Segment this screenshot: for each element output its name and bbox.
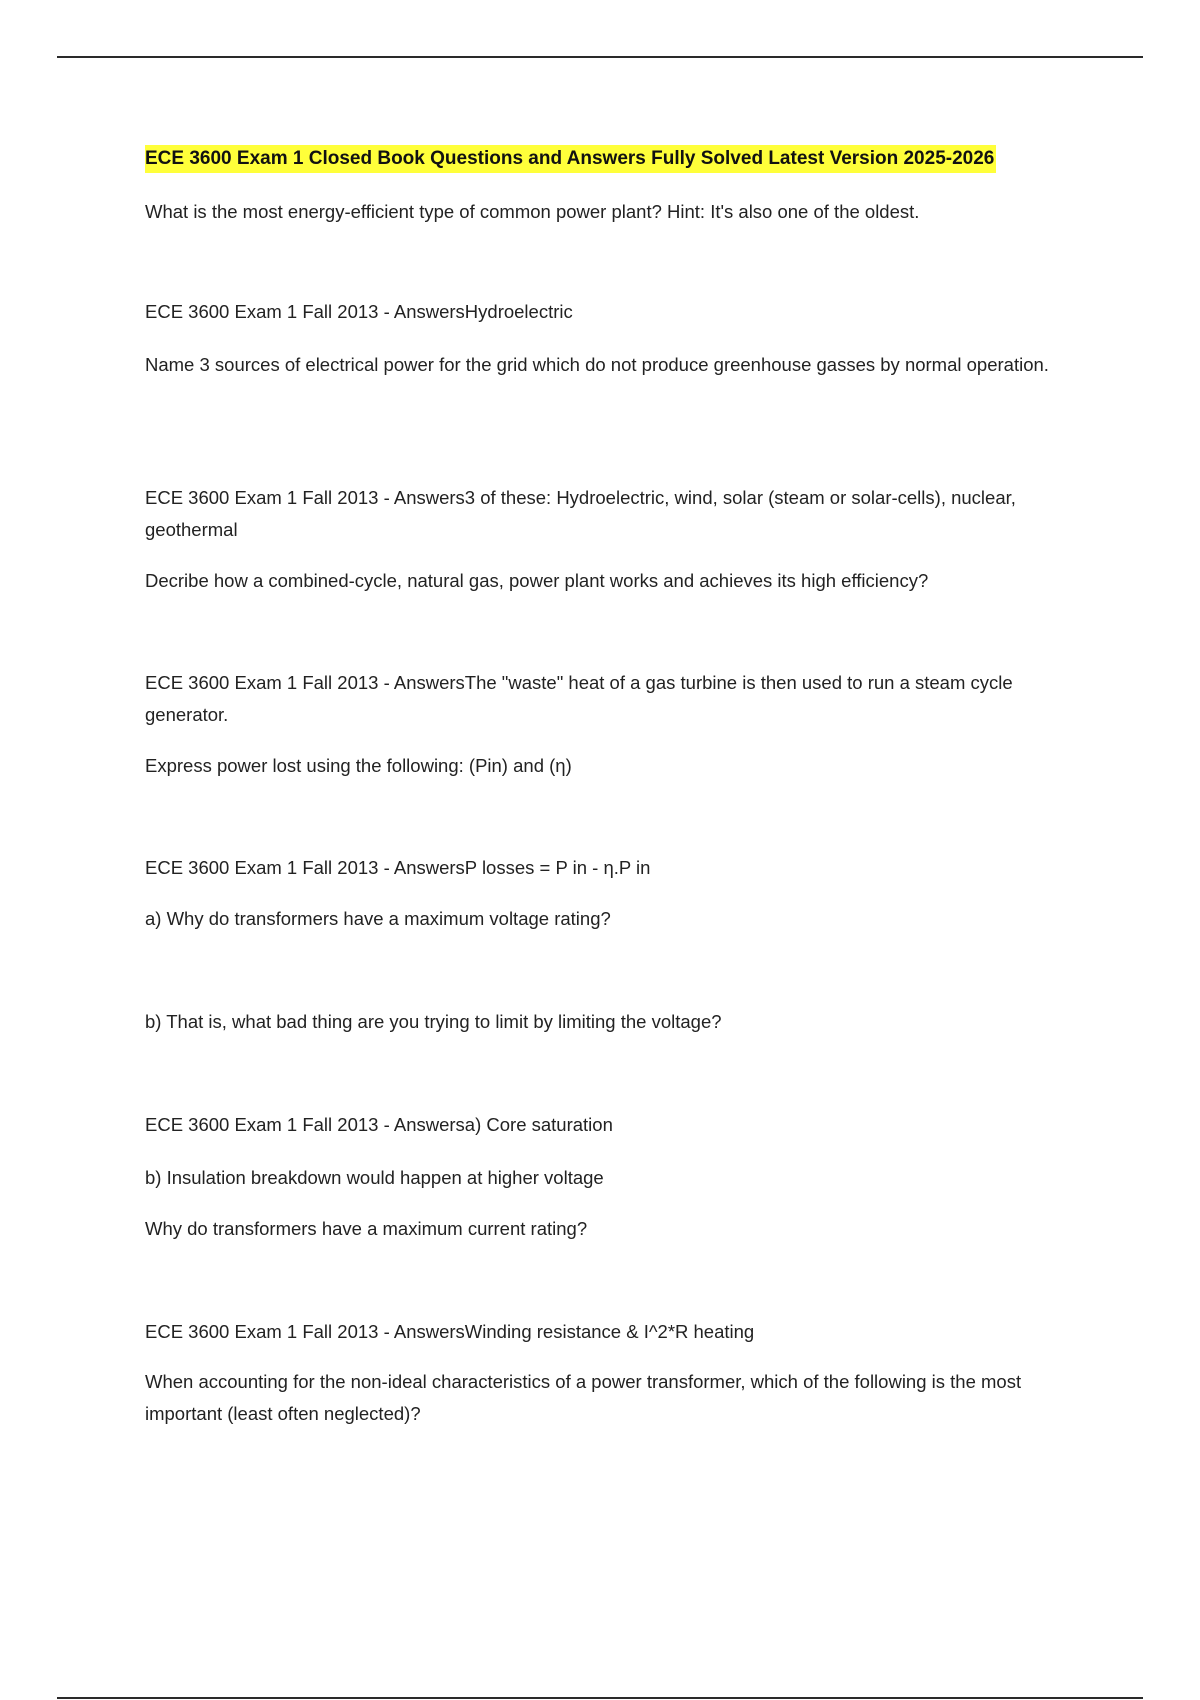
header-rule — [57, 56, 1143, 58]
answer-max-current: ECE 3600 Exam 1 Fall 2013 - AnswersWinding resistance & I^2*R heating — [145, 1321, 755, 1342]
question-max-current: Why do transformers have a maximum current rating? — [145, 1218, 588, 1239]
question-power-lost: Express power lost using the following: (Pin) and (η) — [145, 755, 572, 776]
question-greenhouse-free-sources: Name 3 sources of electrical power for the grid which do not produce greenhouse gasses by normal operation. — [145, 354, 1049, 375]
question-max-voltage-a: a) Why do transformers have a maximum voltage rating? — [145, 908, 611, 929]
answer-max-voltage-a: ECE 3600 Exam 1 Fall 2013 - Answersa) Core saturation — [145, 1114, 613, 1135]
footer-rule — [57, 1697, 1143, 1699]
question-combined-cycle: Decribe how a combined-cycle, natural gas, power plant works and achieves its high efficiency? — [145, 570, 929, 591]
answer-most-efficient-plant: ECE 3600 Exam 1 Fall 2013 - AnswersHydroelectric — [145, 301, 573, 322]
question-non-ideal-characteristics: When accounting for the non-ideal characteristics of a power transformer, which of the following is the most important (least often neglected)? — [145, 1371, 1022, 1424]
document-title: ECE 3600 Exam 1 Closed Book Questions and Answers Fully Solved Latest Version 2025-2026 — [145, 145, 996, 173]
answer-combined-cycle: ECE 3600 Exam 1 Fall 2013 - AnswersThe "waste" heat of a gas turbine is then used to run a steam cycle generator. — [145, 672, 1013, 725]
answer-greenhouse-free-sources: ECE 3600 Exam 1 Fall 2013 - Answers3 of these: Hydroelectric, wind, solar (steam or solar-cells), nuclear, geothermal — [145, 487, 1016, 540]
answer-power-lost: ECE 3600 Exam 1 Fall 2013 - AnswersP losses = P in - η.P in — [145, 857, 651, 878]
answer-max-voltage-b: b) Insulation breakdown would happen at higher voltage — [145, 1167, 604, 1188]
question-most-efficient-plant: What is the most energy-efficient type of common power plant? Hint: It's also one of the oldest. — [145, 201, 920, 222]
question-max-voltage-b: b) That is, what bad thing are you trying to limit by limiting the voltage? — [145, 1011, 722, 1032]
